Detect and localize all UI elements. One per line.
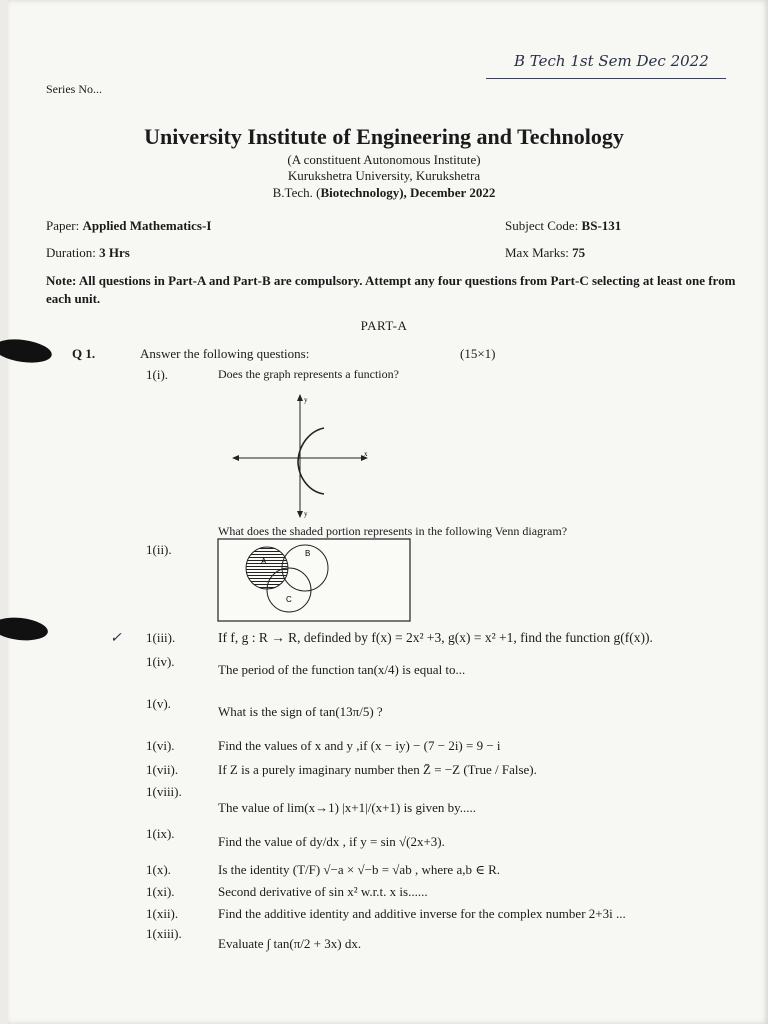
function-graph [226, 392, 376, 522]
item-text: Second derivative of sin x² w.r.t. x is...... [218, 884, 428, 899]
question-marks: (15×1) [460, 346, 496, 361]
item-number: 1(x). [146, 862, 171, 877]
paper-value: Applied Mathematics-I [82, 218, 212, 233]
max-marks-value: 75 [572, 245, 586, 260]
item-number: 1(xii). [146, 906, 179, 921]
item-number: 1(v). [146, 696, 171, 711]
item-text: What does the shaded portion represents in the following Venn diagram? [218, 524, 568, 538]
venn-label-c: C [286, 595, 292, 604]
header-line-3-prefix: B.Tech. ( [272, 185, 321, 200]
handwritten-note: B Tech 1st Sem Dec 2022 [514, 52, 709, 70]
subject-code-row [505, 218, 621, 234]
item-text: Find the additive identity and additive inverse for the complex number 2+3i ... [218, 906, 626, 921]
instructions-note: Note: All questions in Part-A and Part-B are compulsory. Attempt any four questions from Part-C selecting at least one from each unit. [46, 273, 736, 306]
header-line-2: Kurukshetra University, Kurukshetra [287, 168, 481, 183]
subject-code-value: BS-131 [581, 218, 622, 233]
header-line-1: (A constituent Autonomous Institute) [287, 152, 481, 167]
max-marks-row [505, 245, 585, 261]
header-line-3-bold: Biotechnology), December 2022 [320, 185, 496, 200]
item-number: 1(vii). [146, 762, 179, 777]
item-number: 1(ix). [146, 826, 175, 841]
item-text: If f, g : R → R, definded by f(x) = 2x² +3, g(x) = x² +1, find the function g(f(x)). [218, 630, 653, 645]
item-number: 1(i). [146, 367, 169, 382]
duration-row [46, 245, 130, 261]
item-text: Evaluate ∫ tan(π/2 + 3x) dx. [218, 936, 362, 951]
duration-value: 3 Hrs [99, 245, 130, 260]
series-number: Series No... [46, 82, 102, 96]
venn-label-a: A [261, 557, 267, 566]
item-text: Find the value of dy/dx , if y = sin √(2x+3). [218, 834, 445, 849]
header-line-3 [0, 185, 768, 201]
institute-title: University Institute of Engineering and Technology [144, 124, 624, 149]
item-number: 1(xiii). [146, 926, 182, 941]
tick-mark: ✓ [110, 630, 122, 646]
graph-y-label: y [304, 396, 308, 404]
item-text: Find the values of x and y ,if (x − iy) − (7 − 2i) = 9 − i [218, 738, 501, 753]
max-marks-label: Max Marks: [505, 245, 569, 260]
subject-code-label: Subject Code: [505, 218, 579, 233]
venn-diagram [217, 538, 411, 622]
graph-x-label: x [364, 450, 368, 458]
item-text: What is the sign of tan(13π/5) ? [218, 704, 383, 719]
item-text: The value of lim(x→1) |x+1|/(x+1) is given by..... [218, 800, 477, 815]
graph-y-neg-label: y [304, 510, 308, 518]
question-text: Answer the following questions: [140, 346, 310, 361]
duration-label: Duration: [46, 245, 96, 260]
item-number: 1(iii). [146, 630, 176, 645]
item-number: 1(ii). [146, 542, 172, 557]
item-number: 1(viii). [146, 784, 182, 799]
item-text: Is the identity (T/F) √−a × √−b = √ab , where a,b ∈ R. [218, 862, 501, 877]
part-heading: PART-A [360, 318, 408, 333]
item-number: 1(iv). [146, 654, 175, 669]
item-text: The period of the function tan(x/4) is equal to... [218, 662, 466, 677]
paper-row [46, 218, 211, 234]
paper-label: Paper: [46, 218, 80, 233]
venn-label-b: B [305, 549, 311, 558]
item-number: 1(xi). [146, 884, 175, 899]
item-text: If Z is a purely imaginary number then Z̄ = −Z (True / False). [218, 762, 537, 777]
item-text: Does the graph represents a function? [218, 367, 399, 381]
question-number: Q 1. [72, 346, 96, 361]
handwritten-underline [486, 78, 726, 79]
item-number: 1(vi). [146, 738, 175, 753]
